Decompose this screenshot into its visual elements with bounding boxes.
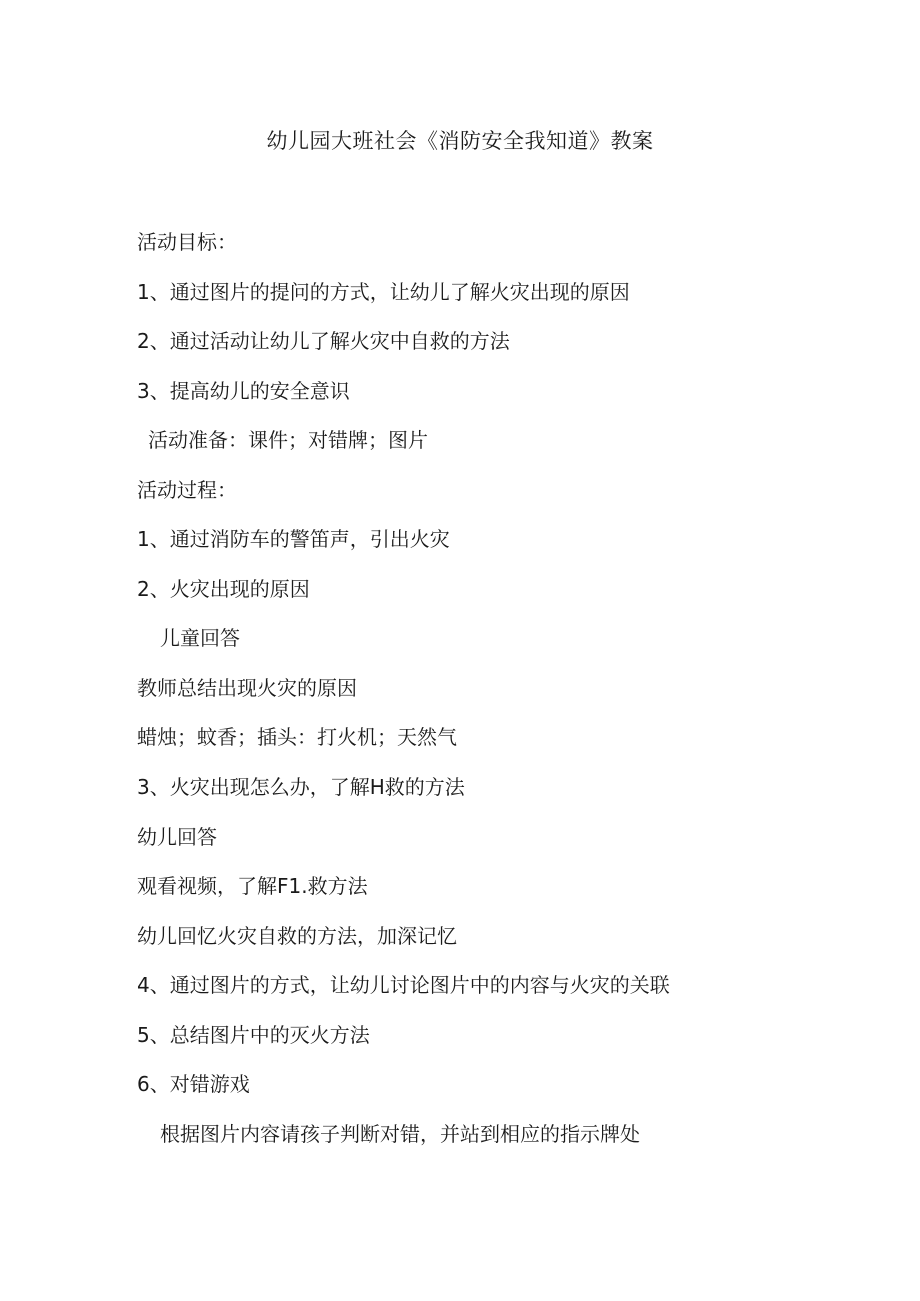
document-title: 幼儿园大班社会《消防安全我知道》教案 xyxy=(266,129,654,153)
process-item-2: 2、火灾出现的原因 xyxy=(137,577,310,601)
process-text-kids-answer: 幼儿回答 xyxy=(137,825,217,849)
process-text-children-answer: 儿童回答 xyxy=(160,626,240,650)
process-item-6: 6、对错游戏 xyxy=(137,1072,250,1096)
process-text-recall: 幼儿回忆火灾自救的方法，加深记忆 xyxy=(137,924,457,948)
process-item-4: 4、通过图片的方式，让幼儿讨论图片中的内容与火灾的关联 xyxy=(137,973,670,997)
process-text-teacher-summary: 教师总结出现火灾的原因 xyxy=(137,676,357,700)
process-item-5: 5、总结图片中的灭火方法 xyxy=(137,1023,370,1047)
goal-item-2: 2、通过活动让幼儿了解火灾中自救的方法 xyxy=(137,329,510,353)
process-text-game-instructions: 根据图片内容请孩子判断对错，并站到相应的指示牌处 xyxy=(160,1122,640,1146)
goal-item-1: 1、通过图片的提问的方式，让幼儿了解火灾出现的原因 xyxy=(137,280,630,304)
goal-item-3: 3、提高幼儿的安全意识 xyxy=(137,379,350,403)
process-item-1: 1、通过消防车的警笛声，引出火灾 xyxy=(137,527,450,551)
section-heading-goals: 活动目标： xyxy=(137,230,237,254)
section-heading-process: 活动过程： xyxy=(137,478,237,502)
process-text-watch-video: 观看视频，了解F1.救方法 xyxy=(137,874,368,898)
section-heading-preparation: 活动准备：课件；对错牌；图片 xyxy=(148,428,428,452)
process-text-causes-list: 蜡烛；蚊香；插头：打火机；天然气 xyxy=(137,725,457,749)
process-item-3: 3、火灾出现怎么办，了解H救的方法 xyxy=(137,775,465,799)
